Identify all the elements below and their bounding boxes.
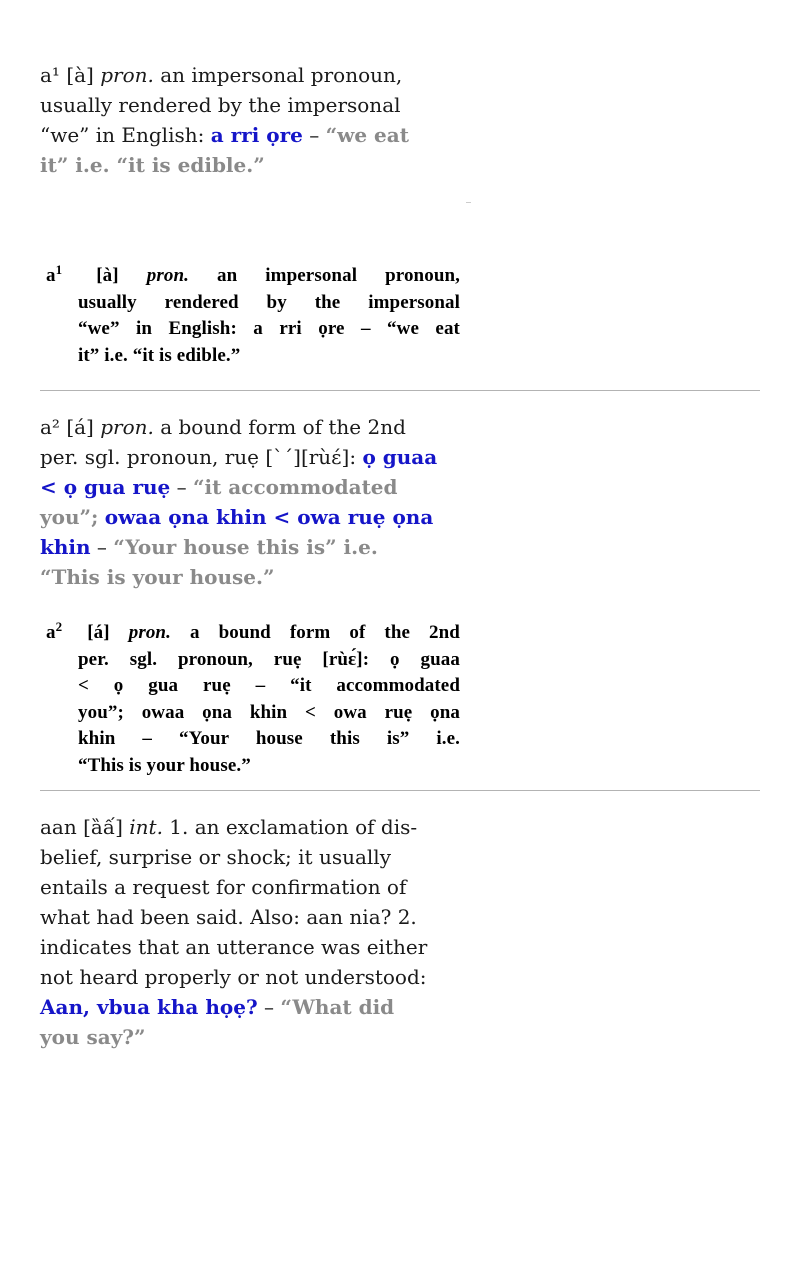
translation: “it accommodated you”; (40, 475, 398, 529)
example: a rri ọre (210, 123, 303, 147)
scan-pronunciation: [á] (87, 622, 110, 643)
scan-superscript: 2 (55, 619, 63, 634)
scan-pos: pron. (128, 622, 171, 643)
scan-line: it” i.e. “it is edible.” (78, 344, 241, 366)
headword: aan (40, 815, 77, 839)
translation: “we eat it” i.e. “it is edible.” (40, 123, 409, 177)
scan-pos: pron. (146, 265, 189, 286)
scan-line: “we” in English: a rri ọre – “we eat (78, 318, 460, 339)
entry-a1-scan (40, 257, 460, 369)
headword: a¹ (40, 63, 60, 87)
dash: – (96, 535, 107, 559)
scan-line (40, 257, 460, 290)
dash: – (176, 475, 187, 499)
example: owaa ọna khin < owa ruẹ ọna khin (40, 505, 434, 559)
entry-a2-scan (40, 614, 460, 779)
pronunciation: [ȁấ] (83, 815, 123, 839)
definition: a bound form of the 2nd per. sgl. pronoun, ruẹ [ˋˊ][rùɛ́]: (40, 415, 406, 469)
divider (40, 790, 760, 791)
divider (40, 390, 760, 391)
scan-line: per. sgl. pronoun, ruẹ [rùɛ́]: ọ guaa (78, 648, 460, 670)
scan-line (40, 614, 460, 647)
scan-text: an impersonal pronoun, (217, 265, 460, 286)
part-of-speech: int. (129, 815, 163, 839)
scan-pronunciation: [à] (96, 265, 119, 286)
entry-aan-rendered (40, 812, 440, 1052)
headword: a² (40, 415, 60, 439)
dash: – (264, 995, 275, 1019)
scan-headword: a (46, 265, 56, 286)
scan-line: khin – “Your house this is” i.e. (78, 728, 460, 749)
part-of-speech: pron. (100, 415, 154, 439)
scan-line: “This is your house.” (78, 754, 251, 776)
example: Aan, vbua kha họẹ? (40, 995, 258, 1019)
scan-line: < ọ gua ruẹ – “it accommodated (78, 675, 460, 696)
scan-headword: a (46, 622, 56, 643)
scan-line: usually rendered by the impersonal (78, 291, 460, 313)
definition: an impersonal pronoun, usually rendered by the impersonal “we” in English: (40, 63, 403, 147)
scan-text: a bound form of the 2nd (189, 622, 460, 643)
dash: – (309, 123, 320, 147)
translation: “What did you say?” (40, 995, 395, 1049)
pronunciation: [á] (66, 415, 94, 439)
definition: 1. an exclamation of dis-belief, surprise or shock; it usually entails a request for confirmation of what had been said. Also: aan nia? 2. indicates that an utterance was either not heard properly or not understood: (40, 815, 428, 989)
entry-a2-rendered (40, 412, 440, 592)
part-of-speech: pron. (100, 63, 154, 87)
scan-artifact (466, 202, 471, 203)
pronunciation: [à] (66, 63, 94, 87)
scan-superscript: 1 (55, 262, 63, 277)
entry-a1-rendered (40, 60, 440, 180)
scan-line: you”; owaa ọna khin < owa ruẹ ọna (78, 701, 460, 723)
translation: “Your house this is” i.e. “This is your house.” (40, 535, 378, 589)
example: ọ guaa < ọ gua ruẹ (40, 445, 438, 499)
